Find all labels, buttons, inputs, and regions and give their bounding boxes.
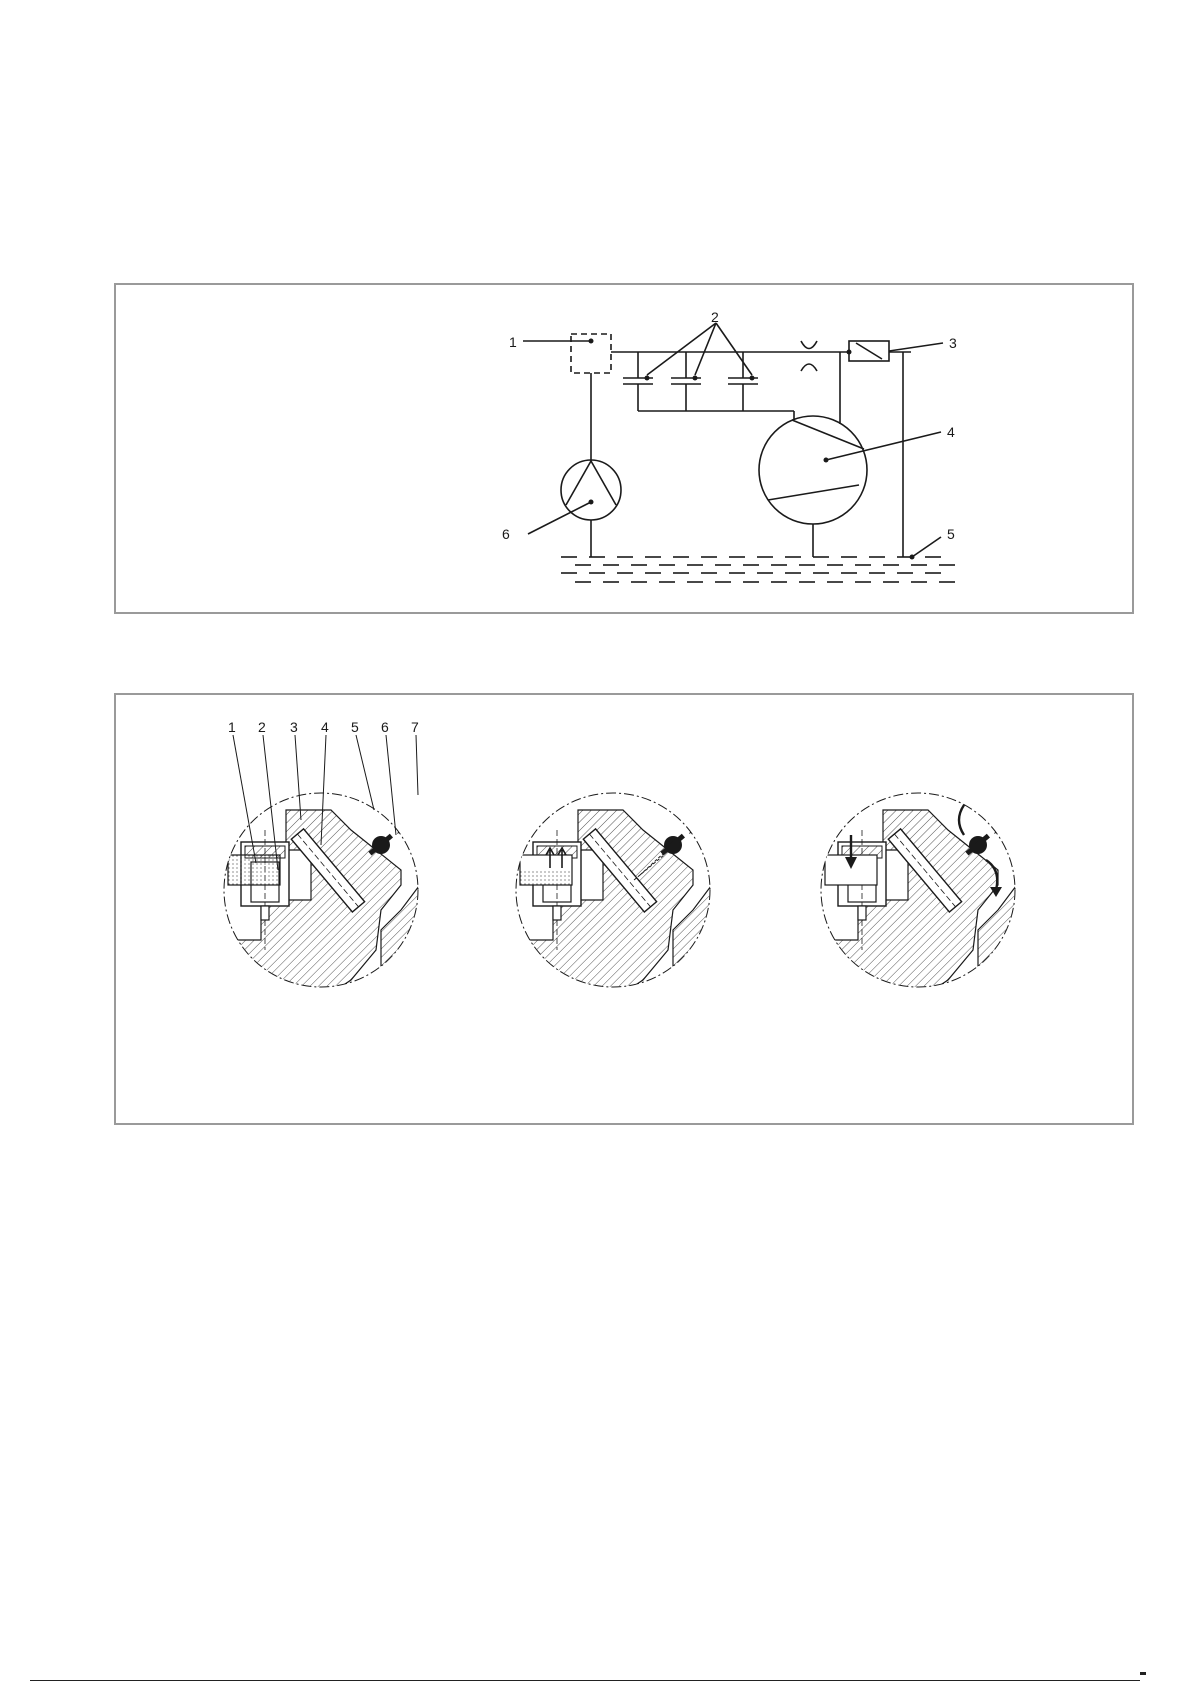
label-1: 1 (509, 334, 517, 350)
label-4: 4 (947, 424, 955, 440)
view-a-label-2: 2 (258, 719, 266, 735)
view-a-label-7: 7 (411, 719, 419, 735)
label-3: 3 (949, 335, 957, 351)
pump-4 (759, 416, 867, 524)
tank-filled (228, 855, 280, 885)
label-2: 2 (711, 309, 719, 325)
cross-section-svg (116, 695, 1136, 1127)
cross-section-view-a (211, 780, 441, 1000)
footer-rule (30, 1680, 1140, 1681)
cross-section-view-c (808, 780, 1038, 1000)
view-a-label-3: 3 (290, 719, 298, 735)
schematic-svg (116, 285, 1136, 616)
tank-5-liquid (561, 557, 955, 582)
cross-section-figure (114, 693, 1134, 1125)
cross-section-view-b (503, 780, 733, 1000)
pump-6 (561, 460, 621, 520)
view-a-label-1: 1 (228, 719, 236, 735)
view-a-label-5: 5 (351, 719, 359, 735)
throttle-symbol (801, 341, 817, 371)
schematic-figure (114, 283, 1134, 614)
view-a-label-6: 6 (381, 719, 389, 735)
label-5: 5 (947, 526, 955, 542)
view-a-label-4: 4 (321, 719, 329, 735)
page-marker (1140, 1672, 1146, 1675)
label-6: 6 (502, 526, 510, 542)
